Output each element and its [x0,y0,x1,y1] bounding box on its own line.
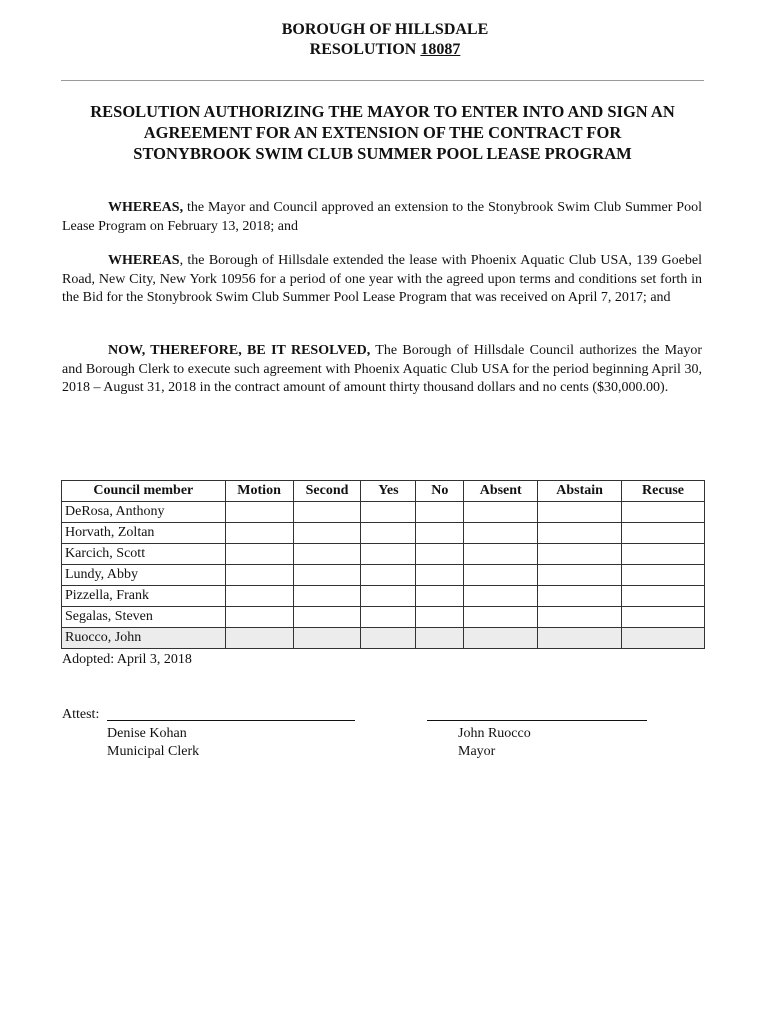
motion-cell [225,544,293,565]
member-name: Ruocco, John [62,628,226,649]
table-row [62,586,705,607]
abstain-cell [538,502,622,523]
no-cell [416,565,464,586]
table-row [62,523,705,544]
resolution-label: RESOLUTION [309,41,417,58]
header-absent: Absent [464,481,538,502]
mayor-signature-line [427,720,647,721]
member-name: Horvath, Zoltan [62,523,226,544]
resolution-heading [0,40,770,60]
no-cell [416,523,464,544]
yes-cell [361,523,416,544]
header-second: Second [293,481,361,502]
absent-cell [464,544,538,565]
header-motion: Motion [225,481,293,502]
no-cell [416,607,464,628]
yes-cell [361,586,416,607]
mayor-signature-block [458,725,531,761]
no-cell [416,586,464,607]
member-name: Lundy, Abby [62,565,226,586]
whereas-paragraph-2 [62,252,702,308]
member-name: DeRosa, Anthony [62,502,226,523]
resolution-number: 18087 [420,41,461,58]
second-cell [293,502,361,523]
member-name: Karcich, Scott [62,544,226,565]
abstain-cell [538,523,622,544]
abstain-cell [538,565,622,586]
no-cell [416,502,464,523]
member-name: Segalas, Steven [62,607,226,628]
attest-label: Attest: [62,707,100,722]
header-council-member: Council member [62,481,226,502]
absent-cell [464,523,538,544]
resolution-title [61,101,704,164]
abstain-cell [538,586,622,607]
whereas-paragraph-1 [62,199,702,236]
mayor-name: John Ruocco [458,726,531,741]
table-row [62,502,705,523]
vote-table [61,480,705,649]
absent-cell [464,502,538,523]
table-row [62,544,705,565]
paragraph-text: The Borough of Hillsdale Council authorizes the Mayor and Borough Clerk to execute such agreement with Phoenix Aquatic Club USA for the period beginning April 30, 2018 – August 31, 2018 in the contract amount of amount thirty thousand dollars and no cents ($30,000.00). [62,343,702,395]
paragraph-lead: WHEREAS, [108,200,184,215]
recuse-cell [622,544,705,565]
yes-cell [361,565,416,586]
header-recuse: Recuse [622,481,705,502]
paragraph-lead: NOW, THEREFORE, BE IT RESOLVED, [108,343,371,358]
second-cell [293,607,361,628]
second-cell [293,544,361,565]
paragraph-lead: WHEREAS [108,253,180,268]
title-line-2: AGREEMENT FOR AN EXTENSION OF THE CONTRACT FOR [143,123,622,142]
motion-cell [225,607,293,628]
clerk-name: Denise Kohan [107,726,187,741]
motion-cell [225,628,293,649]
no-cell [416,628,464,649]
yes-cell [361,628,416,649]
paragraph-text: , the Borough of Hillsdale extended the lease with Phoenix Aquatic Club USA, 139 Goebel Road, New City, New York 10956 for a period of one year with the agreed upon terms and conditions set forth in the Bid for the Stonybrook Swim Club Summer Pool Lease Program that was received on April 7, 2017; and [62,253,702,305]
absent-cell [464,607,538,628]
recuse-cell [622,586,705,607]
recuse-cell [622,607,705,628]
title-line-1: RESOLUTION AUTHORIZING THE MAYOR TO ENTER INTO AND SIGN AN [90,102,675,121]
clerk-signature-line [107,720,355,721]
header-divider [61,80,704,81]
table-row [62,628,705,649]
yes-cell [361,544,416,565]
second-cell [293,565,361,586]
absent-cell [464,628,538,649]
abstain-cell [538,544,622,565]
motion-cell [225,586,293,607]
abstain-cell [538,607,622,628]
recuse-cell [622,502,705,523]
recuse-cell [622,523,705,544]
adopted-date: Adopted: April 3, 2018 [62,652,192,667]
abstain-cell [538,628,622,649]
paragraph-text: the Mayor and Council approved an extension to the Stonybrook Swim Club Summer Pool Lease Program on February 13, 2018; and [62,200,702,234]
recuse-cell [622,565,705,586]
table-row [62,565,705,586]
absent-cell [464,586,538,607]
resolved-paragraph [62,342,702,398]
second-cell [293,523,361,544]
second-cell [293,628,361,649]
clerk-signature-block [107,725,199,761]
table-row [62,607,705,628]
second-cell [293,586,361,607]
borough-name: BOROUGH OF HILLSDALE [281,21,489,38]
absent-cell [464,565,538,586]
header-no: No [416,481,464,502]
document-header [0,20,770,60]
header-abstain: Abstain [538,481,622,502]
clerk-title: Municipal Clerk [107,744,200,759]
recuse-cell [622,628,705,649]
mayor-title: Mayor [458,744,496,759]
vote-table-header-row [62,481,705,502]
motion-cell [225,565,293,586]
motion-cell [225,502,293,523]
yes-cell [361,502,416,523]
member-name: Pizzella, Frank [62,586,226,607]
title-line-3: STONYBROOK SWIM CLUB SUMMER POOL LEASE PROGRAM [133,144,632,163]
no-cell [416,544,464,565]
header-yes: Yes [361,481,416,502]
motion-cell [225,523,293,544]
yes-cell [361,607,416,628]
